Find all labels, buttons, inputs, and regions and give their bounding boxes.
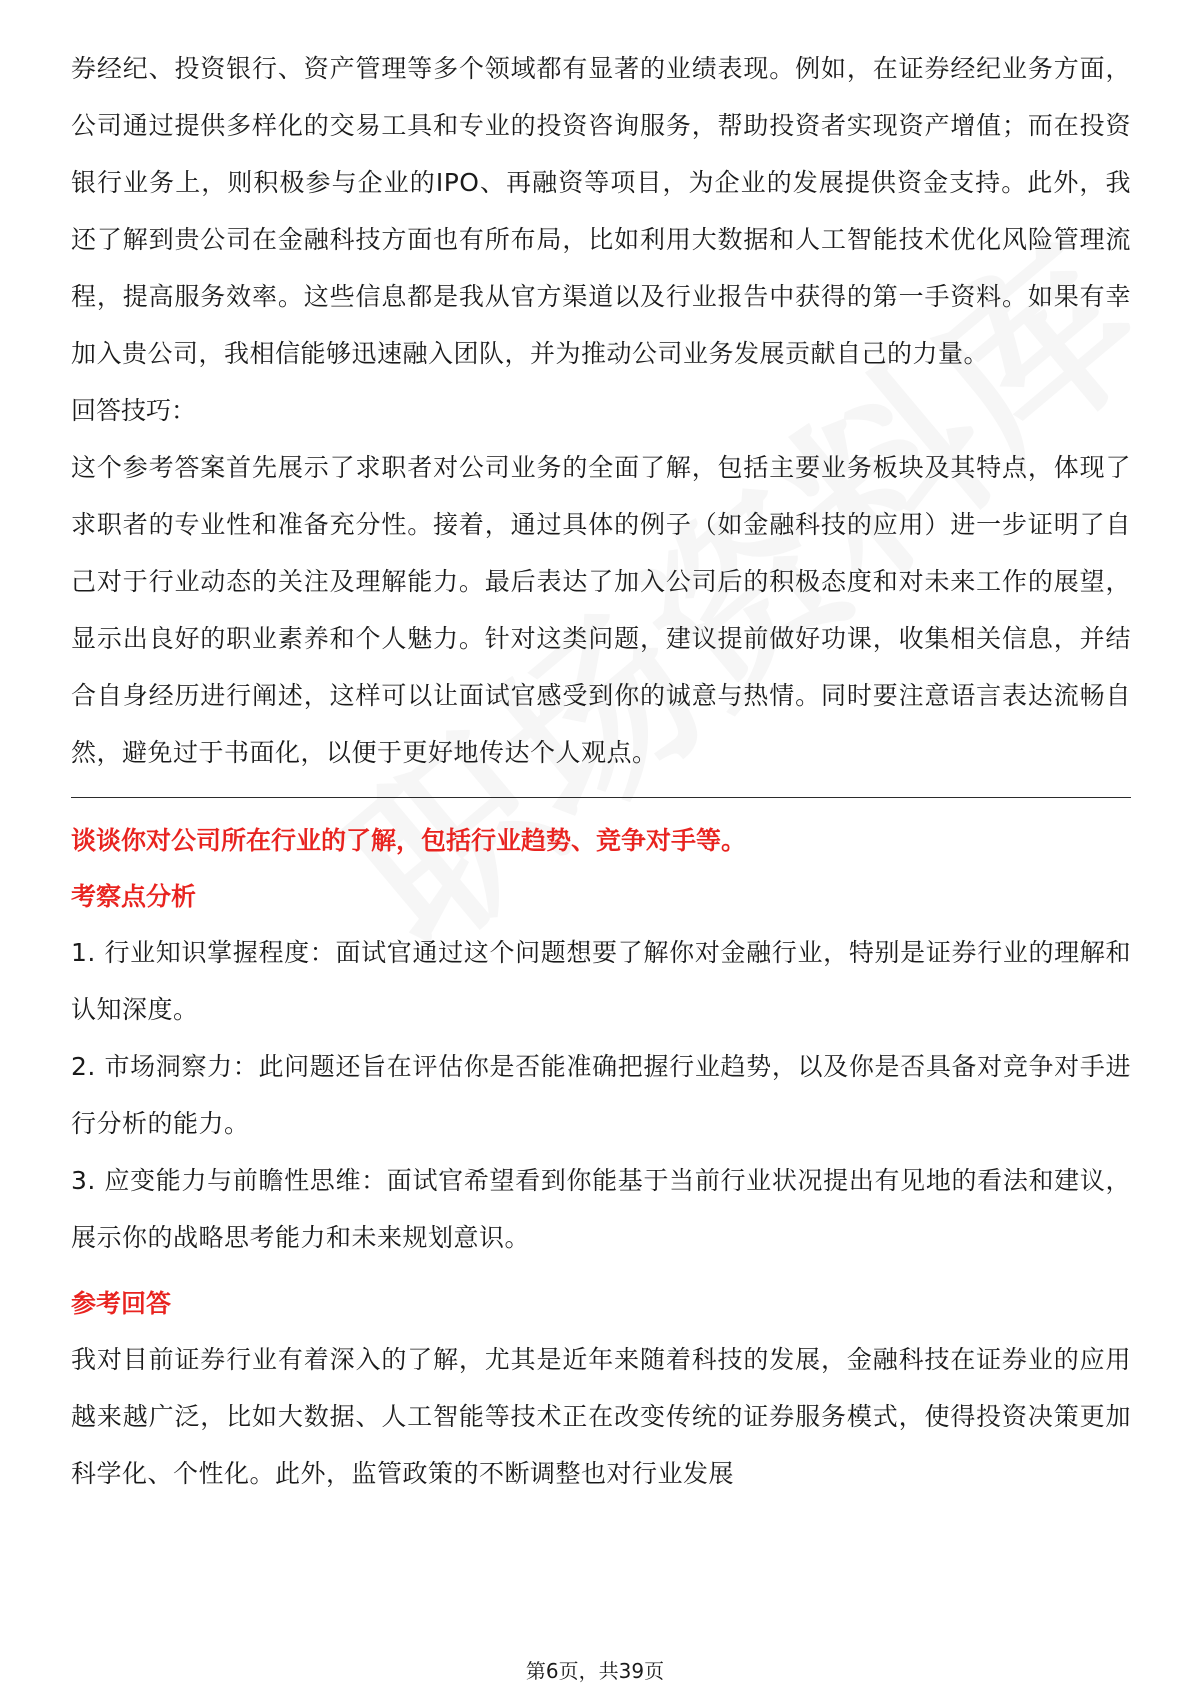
page-number: 第6页，共39页 [525, 1659, 665, 1683]
analysis-item-2: 2. 市场洞察力：此问题还旨在评估你是否能准确把握行业趋势，以及你是否具备对竞争对手进行分析的能力。 [71, 1052, 1131, 1138]
tips-label: 回答技巧： [71, 396, 197, 425]
reference-paragraph: 我对目前证券行业有着深入的了解，尤其是近年来随着科技的发展，金融科技在证券业的应用越来越广泛，比如大数据、人工智能等技术正在改变传统的证券服务模式，使得投资决策更加科学化、个性化。此外，监管政策的不断调整也对行业发展 [71, 1345, 1131, 1488]
section-divider [71, 797, 1131, 798]
analysis-item-3: 3. 应变能力与前瞻性思维：面试官希望看到你能基于当前行业状况提出有见地的看法和建议，展示你的战略思考能力和未来规划意识。 [71, 1166, 1131, 1252]
reference-heading: 参考回答 [71, 1289, 172, 1318]
document-page [71, 40, 1131, 1502]
tips-paragraph: 这个参考答案首先展示了求职者对公司业务的全面了解，包括主要业务板块及其特点，体现了求职者的专业性和准备充分性。接着，通过具体的例子（如金融科技的应用）进一步证明了自己对于行业动态的关注及理解能力。最后表达了加入公司后的积极态度和对未来工作的展望，显示出良好的职业素养和个人魅力。针对这类问题，建议提前做好功课，收集相关信息，并结合自身经历进行阐述，这样可以让面试官感受到你的诚意与热情。同时要注意语言表达流畅自然，避免过于书面化，以便于更好地传达个人观点。 [71, 453, 1131, 767]
analysis-heading: 考察点分析 [71, 882, 197, 911]
question-title: 谈谈你对公司所在行业的了解，包括行业趋势、竞争对手等。 [71, 826, 747, 855]
intro-paragraph: 券经纪、投资银行、资产管理等多个领域都有显著的业绩表现。例如，在证券经纪业务方面，公司通过提供多样化的交易工具和专业的投资咨询服务，帮助投资者实现资产增值；而在投资银行业务上，则积极参与企业的IPO、再融资等项目，为企业的发展提供资金支持。此外，我还了解到贵公司在金融科技方面也有所布局，比如利用大数据和人工智能技术优化风险管理流程，提高服务效率。这些信息都是我从官方渠道以及行业报告中获得的第一手资料。如果有幸加入贵公司，我相信能够迅速融入团队，并为推动公司业务发展贡献自己的力量。 [71, 54, 1131, 368]
analysis-item-1: 1. 行业知识掌握程度：面试官通过这个问题想要了解你对金融行业，特别是证券行业的理解和认知深度。 [71, 938, 1131, 1024]
